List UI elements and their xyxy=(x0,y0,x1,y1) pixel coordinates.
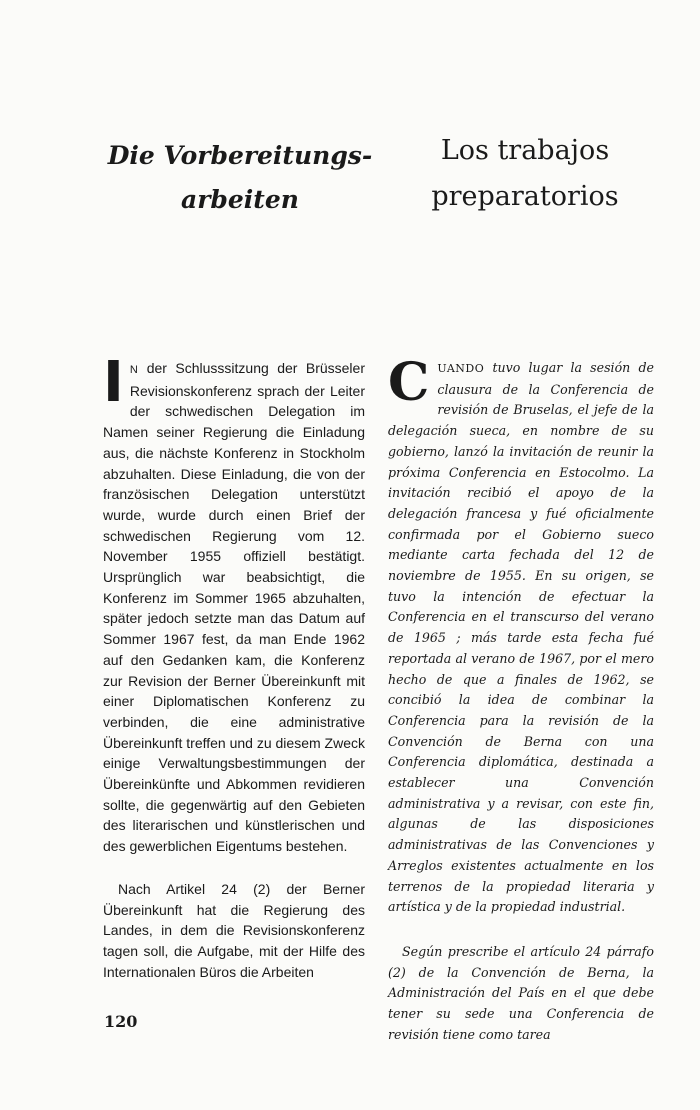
german-column xyxy=(103,350,365,982)
spanish-paragraph-2: Según prescribe el artículo 24 párrafo (2) de la Convención de Berna, la Administración del País en el que debe tener su sede una Conferencia de revisión tiene como tarea xyxy=(388,943,654,1042)
german-paragraph-1-text: der Schlusssitzung der Brüsseler Revisionskonferenz sprach der Leiter der schwedischen Delegation im Namen seiner Regierung die Einladung aus, die nächste Konferenz in Stockholm abzuhalten. Diese Einladung, die von der französischen Delegation unterstützt wurde, wurde durch einen Brief der schwedischen Regierung vom 12. November 1955 offiziell bestätigt. Ursprünglich war beabsichtigt, die Konferenz im Sommer 1965 abzuhalten, später jedoch setzte man das Datum auf Sommer 1967 fest, da man Ende 1962 auf den Gedanken kam, die Konferenz zur Revision der Berner Übereinkunft mit einer Diplomatischen Konferenz zu verbinden, die eine administrative Übereinkunft treffen und zu diesem Zweck einige Verwaltungsbestimmungen der Übereinkünfte und Abkommen revidieren sollte, die gegenwärtig auf den Gebieten des literarischen und künstlerischen und des gewerblichen Eigentums bestehen. xyxy=(103,360,365,855)
page-number: 120 xyxy=(104,1012,138,1031)
spanish-lead-smallcaps: UANDO xyxy=(437,362,485,375)
spanish-column xyxy=(388,352,654,1046)
spanish-title-line1: Los trabajos xyxy=(440,135,610,166)
spanish-paragraph-1-text: tuvo lugar la sesión de clausura de la Conferencia de revisión de Bruselas, el jefe de la delegación sueca, en nombre de su gobierno, lanzó la invitación de reunir la próxima Conferencia en Estocolmo. La invitación recibió el apoyo de la delegación francesa y fué oficialmente confirmada por el Gobierno sueco mediante carta fechada del 12 de noviembre de 1955. En su origen, se tuvo la intención de efectuar la Conferencia en el transcurso del verano de 1965 ; más tarde esta fecha fué reportada al verano de 1967, por el mero hecho de que a finales de 1962, se concibió la idea de combinar la Conferencia para la revisión de la Convención de Berna con una Conferencia diplomática, destinada a establecer una Convención administrativa y a revisar, con este fin, algunas de las disposiciones administrativas de las Convenciones y Arreglos existentes actualmente en los terrenos de la propiedad literaria y artística y de la propiedad industrial. xyxy=(388,360,654,915)
german-dropcap: I xyxy=(103,350,124,415)
german-title xyxy=(100,134,380,222)
german-title-line1: Die Vorbereitungs- xyxy=(107,141,373,170)
german-paragraph-2: Nach Artikel 24 (2) der Berner Übereinkunft hat die Regierung des Landes, in dem die Revisionskonferenz tagen soll, die Aufgabe, mit der Hilfe des Internationalen Büros die Arbeiten xyxy=(103,880,365,980)
german-paragraph-1 xyxy=(103,350,365,857)
spanish-dropcap: C xyxy=(388,352,430,413)
german-title-line2: arbeiten xyxy=(181,185,299,214)
spanish-paragraph-1 xyxy=(388,352,654,918)
spanish-title xyxy=(390,128,660,220)
spanish-title-line2: preparatorios xyxy=(431,181,619,212)
german-lead-smallcaps: N xyxy=(129,364,139,376)
